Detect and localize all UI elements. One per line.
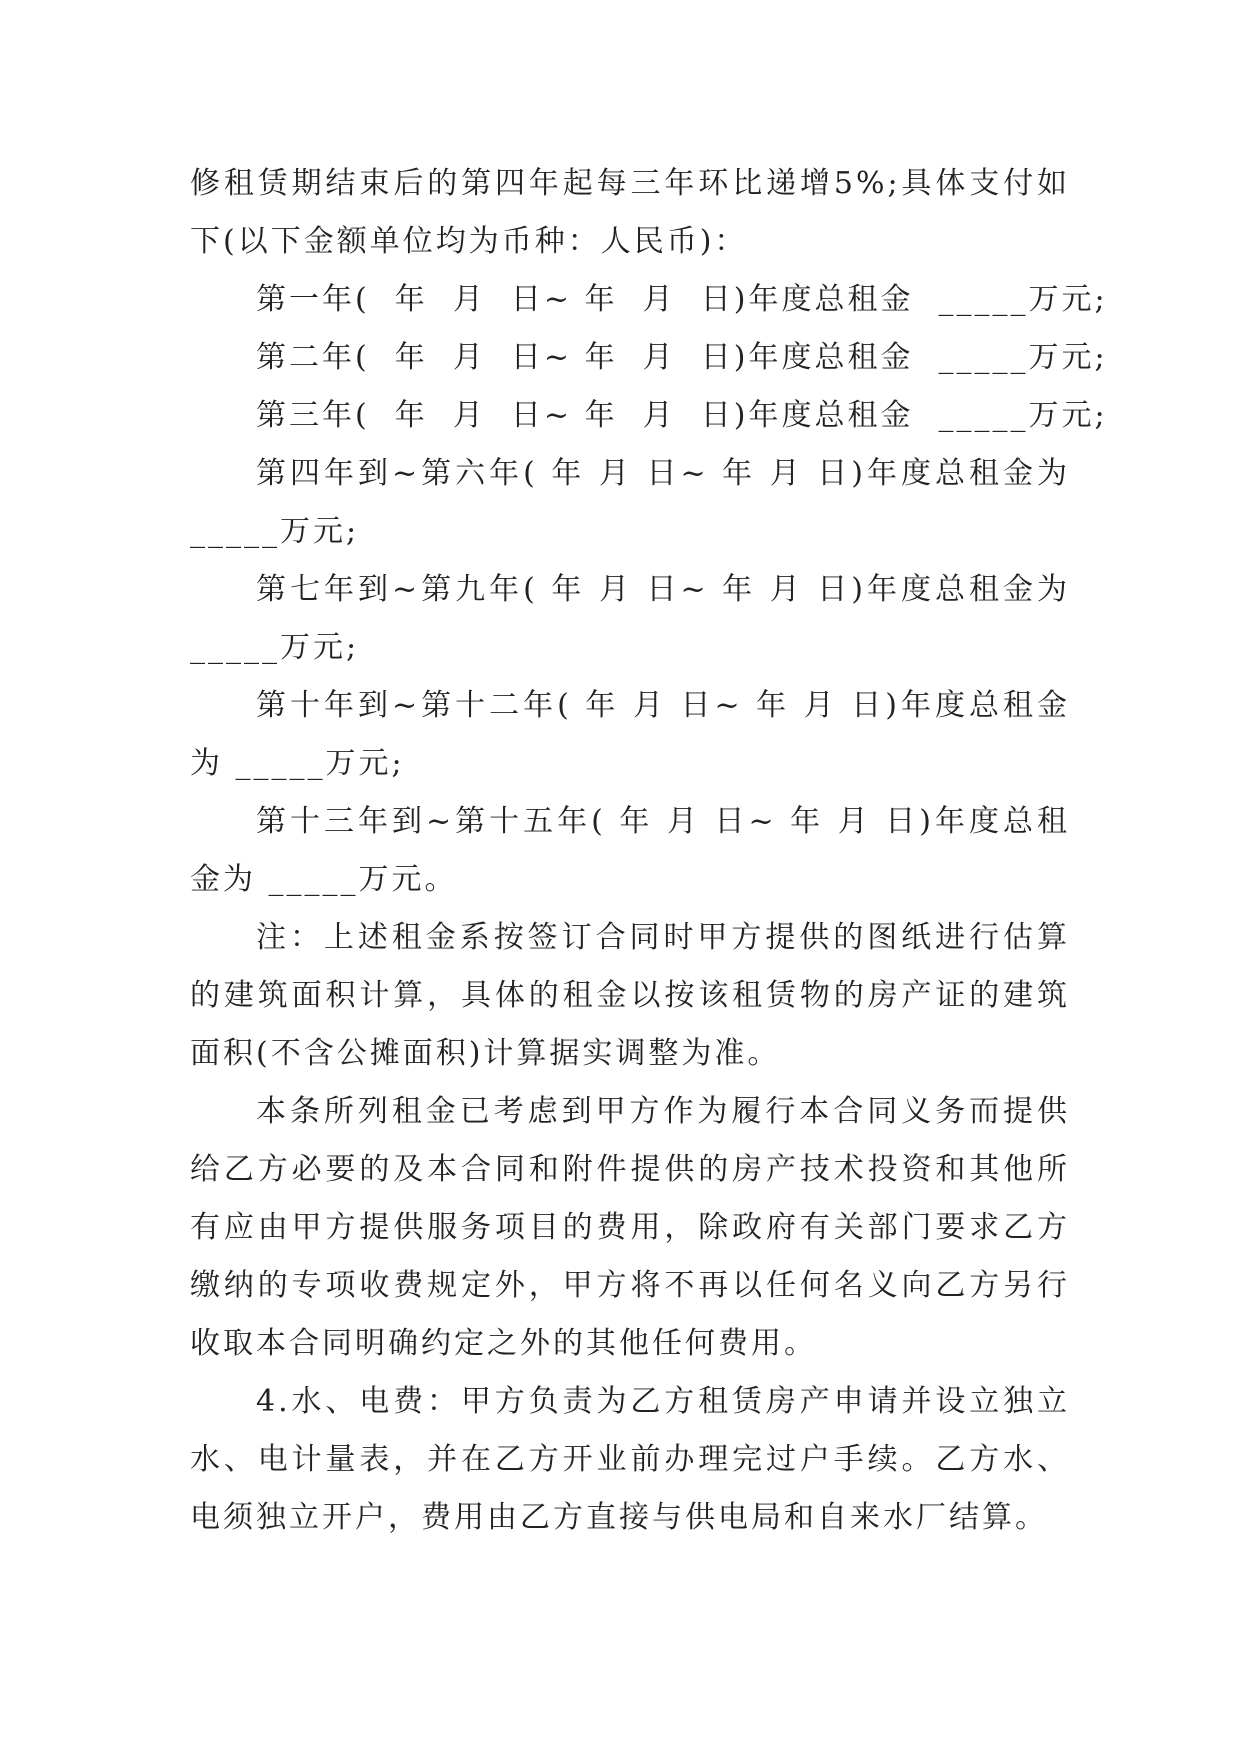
rent-line-year-1: 第一年( 年 月 日~ 年 月 日)年度总租金 _____万元; [256,282,1108,317]
paragraph-utilities: 4.水、电费：甲方负责为乙方租赁房产申请并设立独立水、电计量表，并在乙方开业前办理完过户手续。乙方水、电须独立开户，费用由乙方直接与供电局和自来水厂结算。 [190,1384,1070,1535]
rent-line-year-13-15: 第十三年到~第十五年( 年 月 日~ 年 月 日)年度总租金为 _____万元。 [190,804,1070,897]
rent-line-year-7-9: 第七年到~第九年( 年 月 日~ 年 月 日)年度总租金为 _____万元; [190,572,1070,665]
rent-line-year-3: 第三年( 年 月 日~ 年 月 日)年度总租金 _____万元; [256,398,1108,433]
document-body [190,155,1108,1547]
rent-line-year-10-12: 第十年到~第十二年( 年 月 日~ 年 月 日)年度总租金为 _____万元; [190,688,1070,781]
paragraph-rent-coverage: 本条所列租金已考虑到甲方作为履行本合同义务而提供给乙方必要的及本合同和附件提供的房产技术投资和其他所有应由甲方提供服务项目的费用，除政府有关部门要求乙方缴纳的专项收费规定外，甲方将不再以任何名义向乙方另行收取本合同明确约定之外的其他任何费用。 [190,1094,1070,1361]
rent-line-year-2: 第二年( 年 月 日~ 年 月 日)年度总租金 _____万元; [256,340,1108,375]
paragraph-rent-increase: 修租赁期结束后的第四年起每三年环比递增5%;具体支付如下(以下金额单位均为币种：人民币)： [190,166,1070,259]
rent-line-year-4-6: 第四年到~第六年( 年 月 日~ 年 月 日)年度总租金为 _____万元; [190,456,1070,549]
paragraph-note: 注：上述租金系按签订合同时甲方提供的图纸进行估算的建筑面积计算，具体的租金以按该租赁物的房产证的建筑面积(不含公摊面积)计算据实调整为准。 [190,920,1070,1071]
